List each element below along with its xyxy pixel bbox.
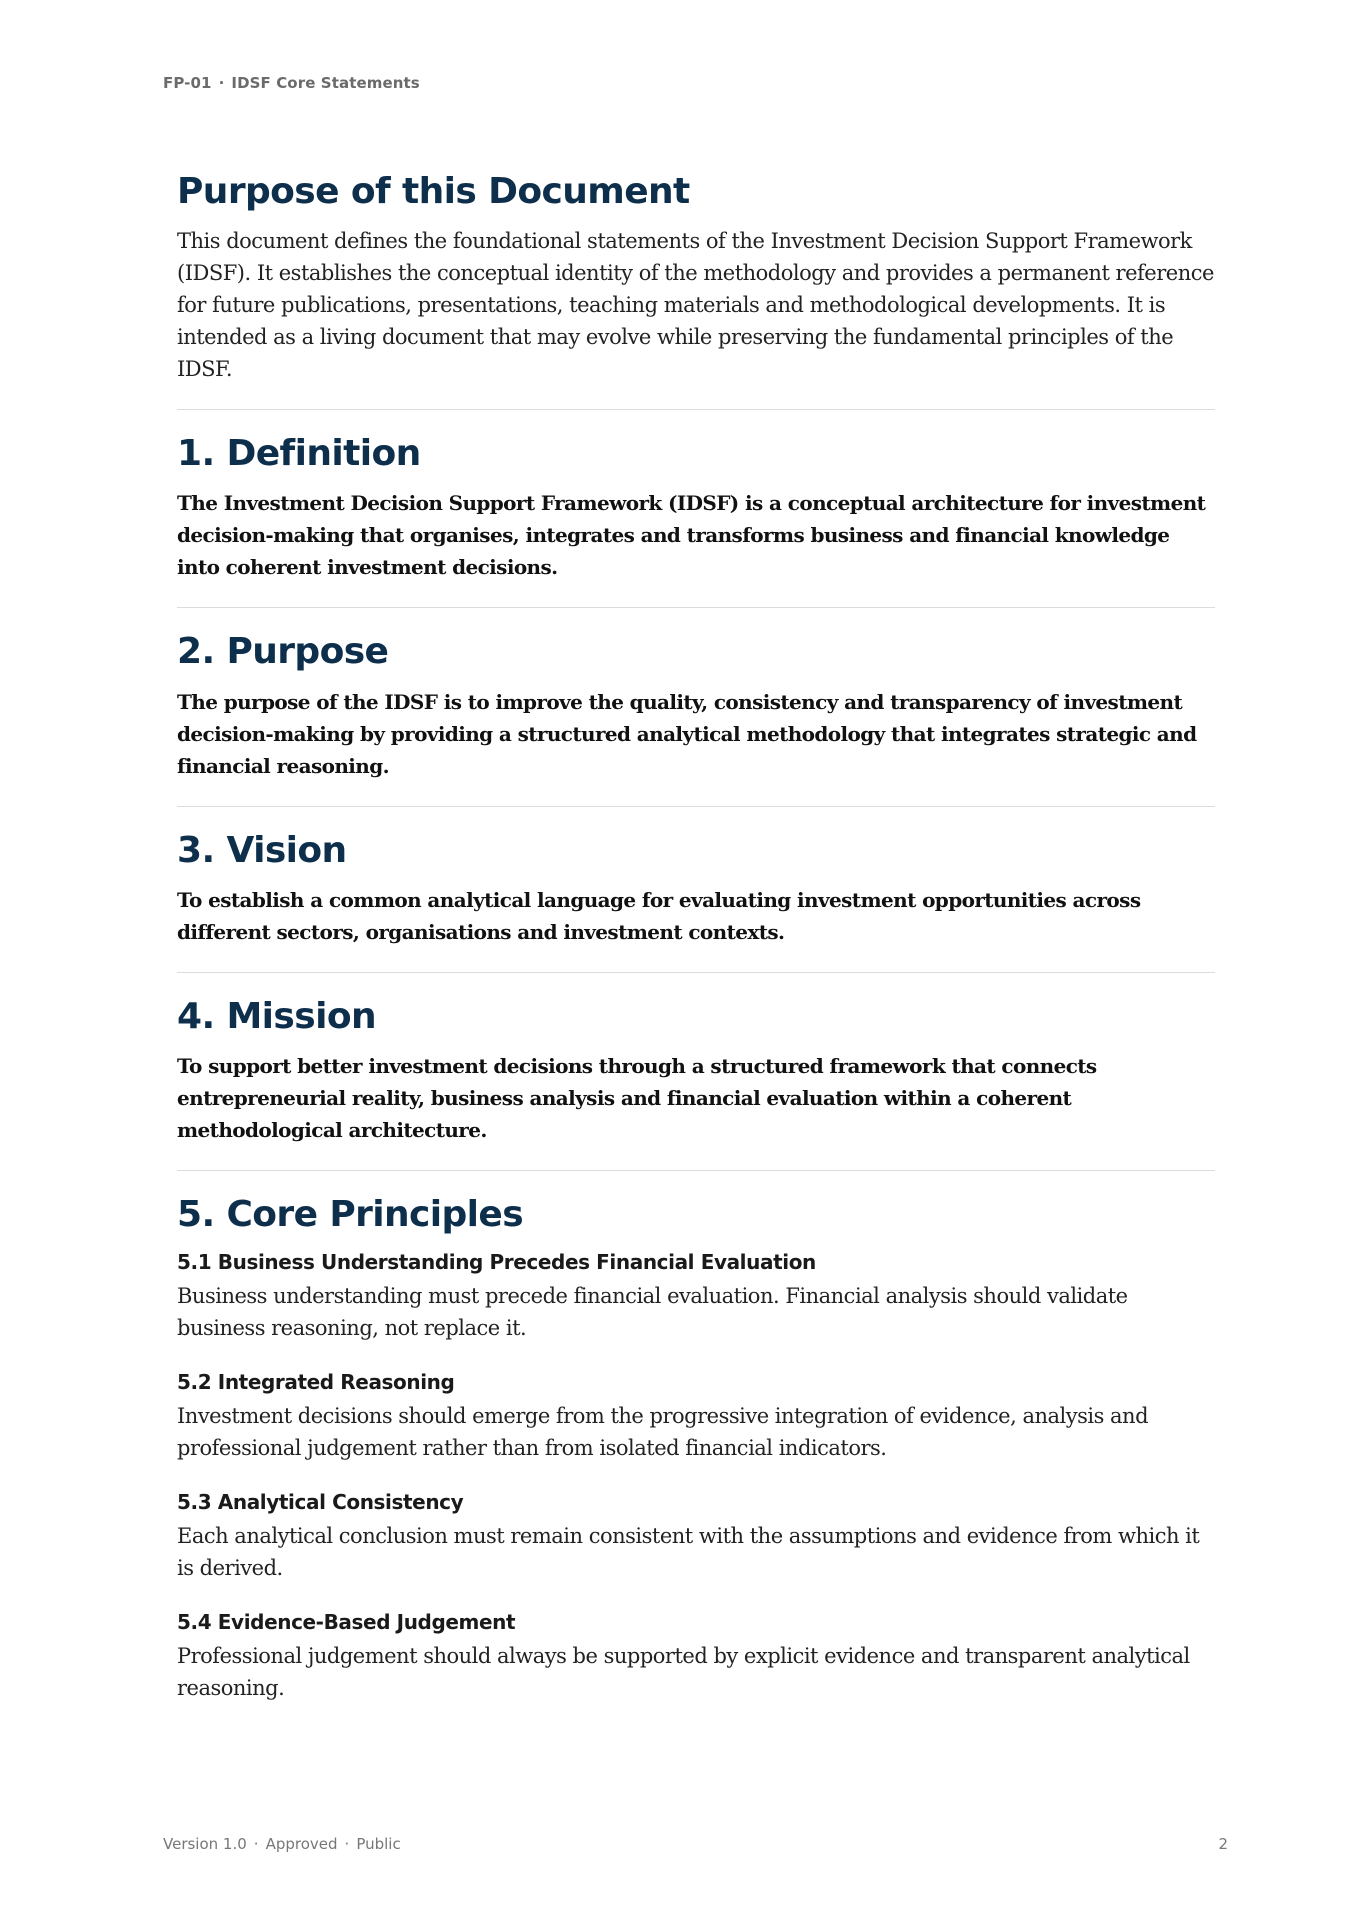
principle-text: Business understanding must precede financial evaluation. Financial analysis should validate business reasoning, not replace it. bbox=[177, 1284, 1128, 1341]
principle-title: 5.2 Integrated Reasoning bbox=[177, 1370, 455, 1395]
visibility-label: Public bbox=[356, 1835, 401, 1853]
principle-item bbox=[177, 1608, 1215, 1704]
core-principles-heading: 5. Core Principles bbox=[177, 1193, 524, 1235]
page-number: 2 bbox=[1218, 1835, 1228, 1853]
section-divider bbox=[177, 806, 1215, 807]
principle-title: 5.1 Business Understanding Precedes Financial Evaluation bbox=[177, 1250, 816, 1275]
purpose-section bbox=[177, 630, 1215, 781]
header-separator: · bbox=[218, 74, 225, 92]
footer-separator: · bbox=[344, 1835, 350, 1853]
intro-heading: Purpose of this Document bbox=[177, 171, 690, 212]
version-label: Version 1.0 bbox=[163, 1835, 247, 1853]
principle-title: 5.4 Evidence-Based Judgement bbox=[177, 1610, 516, 1635]
vision-section bbox=[177, 829, 1215, 948]
intro-section bbox=[177, 170, 1215, 385]
status-label: Approved bbox=[265, 1835, 338, 1853]
principle-item bbox=[177, 1248, 1215, 1344]
footer-separator: · bbox=[253, 1835, 259, 1853]
principle-text: Investment decisions should emerge from the progressive integration of evidence, analysis and professional judgement rather than from isolated financial indicators. bbox=[177, 1404, 1149, 1461]
vision-heading: 3. Vision bbox=[177, 829, 347, 871]
principle-text: Professional judgement should always be supported by explicit evidence and transparent analytical reasoning. bbox=[177, 1644, 1190, 1701]
mission-heading: 4. Mission bbox=[177, 995, 376, 1037]
definition-section bbox=[177, 432, 1215, 583]
section-divider bbox=[177, 972, 1215, 973]
document-id: FP-01 bbox=[163, 74, 212, 92]
principle-item bbox=[177, 1488, 1215, 1584]
page-header bbox=[163, 74, 420, 92]
mission-statement: To support better investment decisions through a structured framework that connects entrepreneurial reality, business analysis and financial evaluation within a coherent methodological architecture. bbox=[177, 1053, 1097, 1142]
principle-item bbox=[177, 1368, 1215, 1464]
mission-section bbox=[177, 995, 1215, 1146]
definition-heading: 1. Definition bbox=[177, 433, 421, 475]
section-divider bbox=[177, 607, 1215, 608]
principle-text: Each analytical conclusion must remain consistent with the assumptions and evidence from which it is derived. bbox=[177, 1524, 1200, 1581]
section-divider bbox=[177, 1170, 1215, 1171]
vision-statement: To establish a common analytical language for evaluating investment opportunities across different sectors, organisations and investment contexts. bbox=[177, 887, 1141, 944]
document-body bbox=[177, 170, 1215, 1728]
purpose-heading: 2. Purpose bbox=[177, 631, 389, 673]
section-divider bbox=[177, 409, 1215, 410]
intro-paragraph: This document defines the foundational statements of the Investment Decision Support Framework (IDSF). It establishes the conceptual identity of the methodology and provides a permanent reference for future publications, presentations, teaching materials and methodological developments. It is intended as a living document that may evolve while preserving the fundamental principles of the IDSF. bbox=[177, 229, 1214, 382]
principle-title: 5.3 Analytical Consistency bbox=[177, 1490, 464, 1515]
page-footer bbox=[163, 1835, 401, 1853]
document-title: IDSF Core Statements bbox=[231, 74, 420, 92]
core-principles-section bbox=[177, 1193, 1215, 1704]
purpose-statement: The purpose of the IDSF is to improve the quality, consistency and transparency of investment decision-making by providing a structured analytical methodology that integrates strategic and financial reasoning. bbox=[177, 689, 1197, 778]
definition-statement: The Investment Decision Support Framework (IDSF) is a conceptual architecture for investment decision-making that organises, integrates and transforms business and financial knowledge into coherent investment decisions. bbox=[177, 491, 1206, 580]
